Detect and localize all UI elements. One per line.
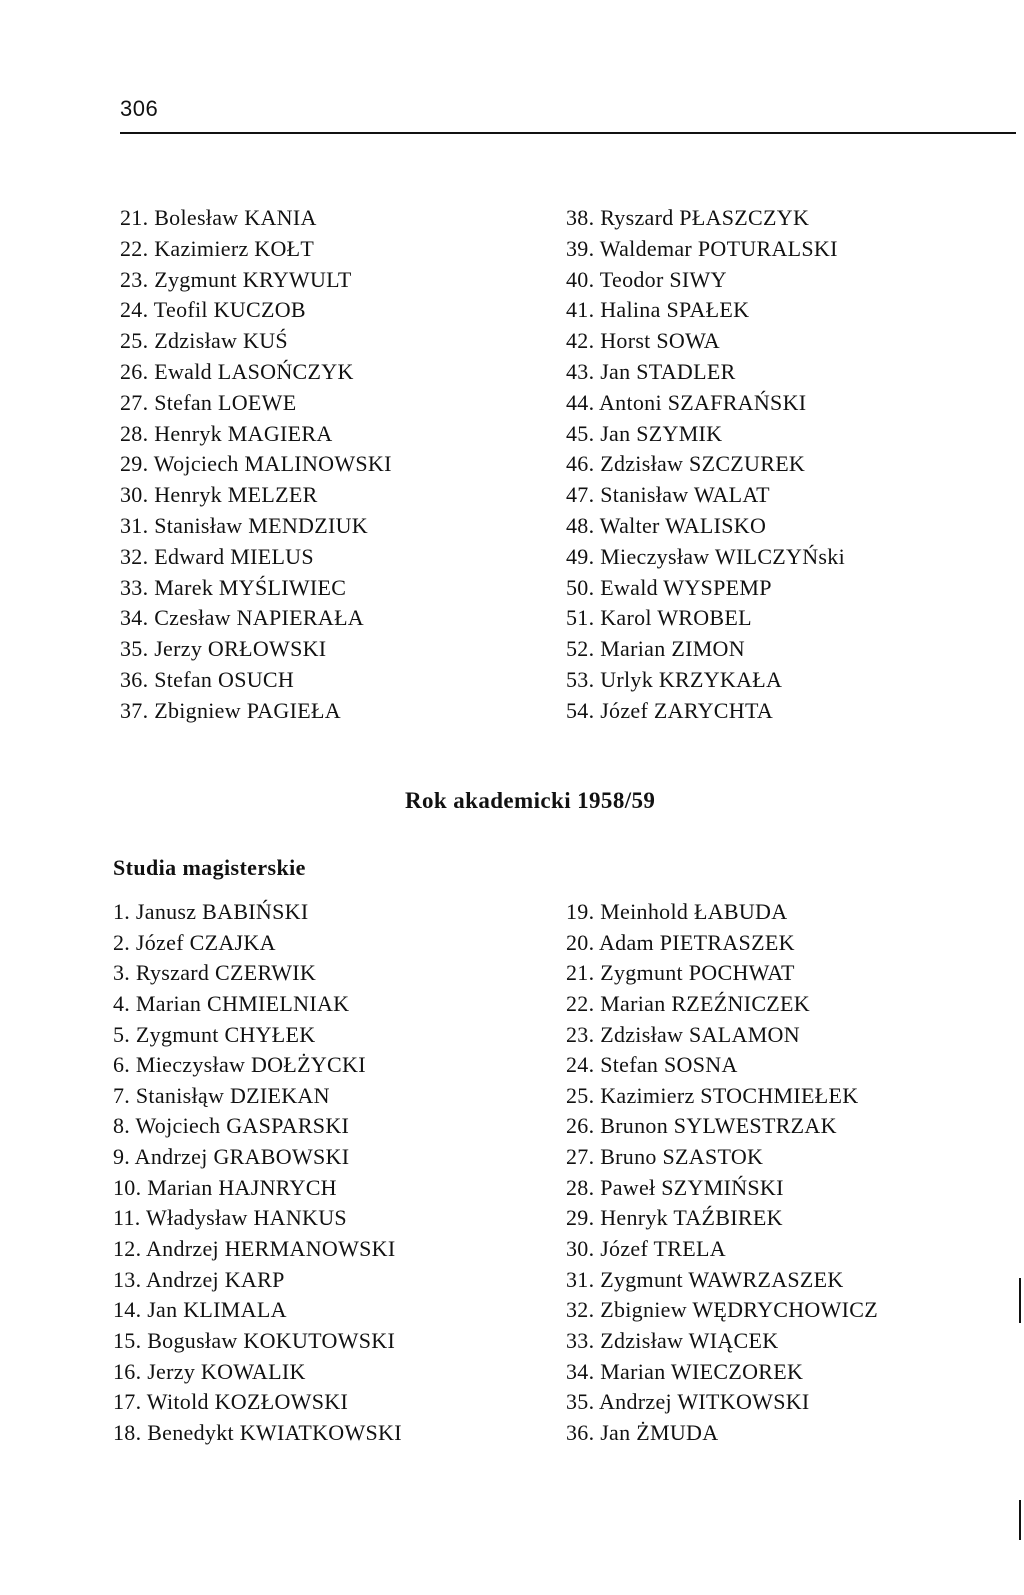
list-item: 33. Marek MYŚLIWIEC — [120, 574, 347, 600]
list-item: 17. Witold KOZŁOWSKI — [113, 1389, 349, 1415]
list-item: 3. Ryszard CZERWIK — [113, 960, 317, 986]
list-item: 37. Zbigniew PAGIEŁA — [120, 697, 341, 723]
list-item: 32. Edward MIELUS — [120, 543, 314, 569]
list-item: 27. Stefan LOEWE — [120, 389, 297, 415]
list-item: 31. Zygmunt WAWRZASZEK — [566, 1266, 844, 1292]
list-item: 21. Bolesław KANIA — [120, 205, 317, 230]
list-item: 25. Zdzisław KUŚ — [120, 328, 288, 354]
list-item: 35. Jerzy ORŁOWSKI — [120, 636, 327, 662]
list-item: 20. Adam PIETRASZEK — [566, 929, 795, 955]
header-rule — [120, 132, 1016, 134]
list-item: 5. Zygmunt CHYŁEK — [113, 1021, 316, 1047]
margin-mark — [1019, 1278, 1021, 1323]
list-item: 48. Walter WALISKO — [566, 512, 767, 538]
name-list-top-right — [566, 203, 845, 727]
list-item: 53. Urlyk KRZYKAŁA — [566, 666, 783, 692]
list-item: 50. Ewald WYSPEMP — [566, 574, 772, 600]
list-item: 46. Zdzisław SZCZUREK — [566, 451, 806, 477]
list-item: 34. Marian WIECZOREK — [566, 1358, 804, 1384]
list-item: 40. Teodor SIWY — [566, 266, 727, 292]
list-item: 34. Czesław NAPIERAŁA — [120, 605, 364, 631]
list-item: 8. Wojciech GASPARSKI — [113, 1113, 350, 1139]
list-item: 6. Mieczysław DOŁŻYCKI — [113, 1052, 366, 1078]
list-item: 28. Henryk MAGIERA — [120, 420, 333, 446]
list-item: 45. Jan SZYMIK — [566, 420, 723, 446]
list-item: 27. Bruno SZASTOK — [566, 1144, 764, 1170]
list-item: 36. Jan ŻMUDA — [566, 1419, 719, 1445]
list-item: 30. Józef TRELA — [566, 1236, 726, 1262]
list-item: 31. Stanisław MENDZIUK — [120, 512, 368, 538]
list-item: 30. Henryk MELZER — [120, 482, 318, 508]
name-list-bottom-right — [566, 897, 878, 1449]
list-item: 28. Paweł SZYMIŃSKI — [566, 1174, 784, 1200]
list-item: 22. Kazimierz KOŁT — [120, 235, 315, 261]
list-item: 35. Andrzej WITKOWSKI — [566, 1389, 810, 1415]
list-item: 32. Zbigniew WĘDRYCHOWICZ — [566, 1297, 879, 1323]
subsection-heading: Studia magisterskie — [113, 855, 306, 880]
list-item: 42. Horst SOWA — [566, 328, 720, 354]
list-item: 10. Marian HAJNRYCH — [113, 1174, 337, 1200]
list-item: 36. Stefan OSUCH — [120, 666, 295, 692]
list-item: 29. Henryk TAŹBIREK — [566, 1205, 783, 1231]
list-item: 13. Andrzej KARP — [113, 1266, 285, 1292]
list-item: 23. Zygmunt KRYWULT — [120, 266, 352, 292]
list-item: 7. Stanisłąw DZIEKAN — [113, 1082, 330, 1108]
list-item: 54. Józef ZARYCHTA — [566, 697, 774, 723]
list-item: 9. Andrzej GRABOWSKI — [113, 1144, 350, 1170]
list-item: 41. Halina SPAŁEK — [566, 297, 750, 323]
list-item: 24. Stefan SOSNA — [566, 1052, 738, 1078]
list-item: 51. Karol WROBEL — [566, 605, 752, 631]
list-item: 39. Waldemar POTURALSKI — [566, 235, 838, 261]
list-item: 26. Ewald LASOŃCZYK — [120, 358, 354, 384]
list-item: 47. Stanisław WALAT — [566, 482, 770, 508]
list-item: 24. Teofil KUCZOB — [120, 297, 306, 323]
list-item: 2. Józef CZAJKA — [113, 929, 276, 955]
name-list-top-left — [120, 203, 392, 727]
list-item: 19. Meinhold ŁABUDA — [566, 899, 788, 924]
list-item: 33. Zdzisław WIĄCEK — [566, 1327, 779, 1353]
list-item: 12. Andrzej HERMANOWSKI — [113, 1236, 396, 1262]
list-item: 21. Zygmunt POCHWAT — [566, 960, 795, 986]
page-number: 306 — [120, 96, 159, 121]
list-item: 52. Marian ZIMON — [566, 636, 745, 662]
list-item: 29. Wojciech MALINOWSKI — [120, 451, 392, 477]
list-item: 44. Antoni SZAFRAŃSKI — [566, 389, 807, 415]
list-item: 38. Ryszard PŁASZCZYK — [566, 205, 810, 230]
list-item: 15. Bogusław KOKUTOWSKI — [113, 1327, 396, 1353]
list-item: 16. Jerzy KOWALIK — [113, 1358, 306, 1384]
list-item: 23. Zdzisław SALAMON — [566, 1021, 800, 1047]
list-item: 26. Brunon SYLWESTRZAK — [566, 1113, 837, 1139]
list-item: 43. Jan STADLER — [566, 358, 736, 384]
list-item: 22. Marian RZEŹNICZEK — [566, 990, 810, 1016]
list-item: 4. Marian CHMIELNIAK — [113, 990, 350, 1016]
list-item: 49. Mieczysław WILCZYŃski — [566, 543, 845, 569]
list-item: 18. Benedykt KWIATKOWSKI — [113, 1419, 402, 1445]
list-item: 25. Kazimierz STOCHMIEŁEK — [566, 1082, 859, 1108]
list-item: 14. Jan KLIMALA — [113, 1297, 287, 1323]
name-list-bottom-left — [113, 897, 402, 1449]
margin-mark — [1019, 1500, 1021, 1540]
list-item: 1. Janusz BABIŃSKI — [113, 899, 309, 924]
list-item: 11. Władysław HANKUS — [113, 1205, 347, 1231]
section-heading: Rok akademicki 1958/59 — [405, 788, 656, 813]
